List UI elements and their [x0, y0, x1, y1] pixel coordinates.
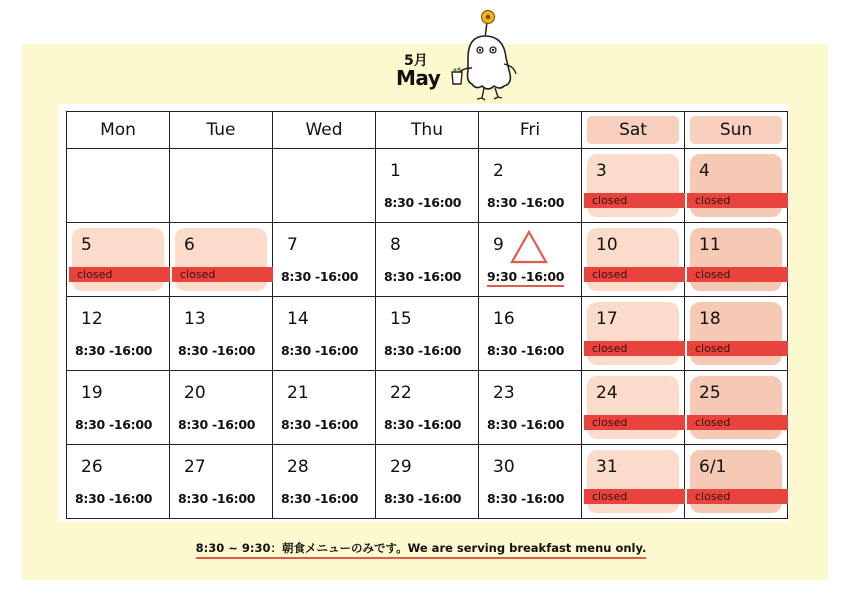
special-hours: 9:30 -16:00	[487, 269, 564, 287]
opening-hours: 8:30 -16:00	[487, 491, 565, 506]
triangle-icon	[509, 229, 549, 265]
closed-label: closed	[69, 267, 170, 282]
opening-hours: 8:30 -16:00	[384, 343, 462, 358]
opening-hours: 8:30 -16:00	[487, 195, 565, 210]
day-number: 30	[493, 457, 515, 477]
day-number: 2	[493, 161, 504, 181]
month-title: May	[396, 66, 441, 90]
opening-hours: 8:30 -16:00	[281, 343, 359, 358]
week-row	[67, 223, 788, 297]
opening-hours: 8:30 -16:00	[75, 491, 153, 506]
day-cell	[685, 149, 788, 223]
day-number: 17	[596, 309, 618, 329]
closed-label: closed	[687, 193, 788, 208]
day-number: 19	[81, 383, 103, 403]
opening-hours: 8:30 -16:00	[487, 417, 565, 432]
day-number: 26	[81, 457, 103, 477]
day-cell	[273, 371, 376, 445]
day-header-mon	[67, 112, 170, 149]
opening-hours: 8:30 -16:00	[384, 269, 462, 284]
opening-hours: 8:30 -16:00	[384, 195, 462, 210]
day-number: 12	[81, 309, 103, 329]
day-header-wed	[273, 112, 376, 149]
day-header-label: Sun	[719, 120, 753, 140]
week-row	[67, 371, 788, 445]
day-cell	[479, 297, 582, 371]
footer-note-text: 8:30 ~ 9:30：朝食メニューのみです。We are serving breakfast menu only.	[196, 541, 647, 559]
opening-hours: 8:30 -16:00	[487, 343, 565, 358]
day-cell	[582, 445, 685, 519]
day-cell	[67, 297, 170, 371]
day-number: 25	[699, 383, 721, 403]
day-number: 29	[390, 457, 412, 477]
day-header-tue	[170, 112, 273, 149]
day-number: 24	[596, 383, 618, 403]
closed-label: closed	[172, 267, 273, 282]
day-cell	[376, 297, 479, 371]
day-number: 1	[390, 161, 401, 181]
day-cell	[273, 297, 376, 371]
day-number: 9	[493, 235, 504, 255]
opening-hours: 8:30 -16:00	[281, 417, 359, 432]
calendar-grid	[66, 111, 788, 519]
day-cell	[170, 371, 273, 445]
day-number: 3	[596, 161, 607, 181]
opening-hours: 8:30 -16:00	[281, 269, 359, 284]
day-cell	[67, 223, 170, 297]
day-header-label: Wed	[305, 120, 343, 140]
day-number: 10	[596, 235, 618, 255]
closed-label: closed	[687, 415, 788, 430]
day-cell	[376, 223, 479, 297]
day-header-label: Thu	[411, 120, 443, 140]
day-cell	[170, 297, 273, 371]
day-header-fri	[479, 112, 582, 149]
day-header-label: Fri	[519, 120, 541, 140]
opening-hours: 8:30 -16:00	[384, 417, 462, 432]
month-jp: 5月	[404, 53, 428, 69]
day-cell	[582, 223, 685, 297]
day-cell	[685, 445, 788, 519]
week-row	[67, 297, 788, 371]
day-number: 4	[699, 161, 710, 181]
footer-note	[0, 540, 842, 556]
day-cell	[685, 371, 788, 445]
day-number: 7	[287, 235, 298, 255]
day-header-sat	[582, 112, 685, 149]
ghost-mascot-icon	[438, 8, 524, 104]
closed-label: closed	[584, 193, 685, 208]
day-number: 27	[184, 457, 206, 477]
closed-label: closed	[584, 489, 685, 504]
day-header-label: Sat	[619, 120, 647, 140]
day-cell	[479, 445, 582, 519]
calendar-header	[0, 0, 842, 105]
day-number: 20	[184, 383, 206, 403]
day-cell	[479, 149, 582, 223]
empty-day-cell	[67, 149, 170, 223]
opening-hours: 8:30 -16:00	[384, 491, 462, 506]
day-number: 6/1	[699, 457, 727, 477]
closed-label: closed	[584, 415, 685, 430]
day-cell	[582, 371, 685, 445]
week-row	[67, 445, 788, 519]
closed-label: closed	[687, 267, 788, 282]
empty-day-cell	[170, 149, 273, 223]
opening-hours: 8:30 -16:00	[178, 343, 256, 358]
day-cell	[376, 445, 479, 519]
calendar-sheet	[58, 104, 789, 522]
day-number: 5	[81, 235, 92, 255]
day-cell	[170, 223, 273, 297]
opening-hours: 8:30 -16:00	[178, 417, 256, 432]
day-number: 18	[699, 309, 721, 329]
day-cell	[170, 445, 273, 519]
day-number: 8	[390, 235, 401, 255]
day-cell	[273, 223, 376, 297]
day-number: 22	[390, 383, 412, 403]
opening-hours: 8:30 -16:00	[75, 343, 153, 358]
day-cell	[479, 371, 582, 445]
day-number: 28	[287, 457, 309, 477]
day-cell	[67, 445, 170, 519]
week-row	[67, 149, 788, 223]
day-cell	[582, 149, 685, 223]
day-number: 15	[390, 309, 412, 329]
day-cell	[685, 223, 788, 297]
day-header-label: Tue	[206, 120, 236, 140]
day-number: 14	[287, 309, 309, 329]
day-number: 21	[287, 383, 309, 403]
day-number: 6	[184, 235, 195, 255]
day-cell	[376, 149, 479, 223]
day-cell	[273, 445, 376, 519]
day-header-sun	[685, 112, 788, 149]
opening-hours: 8:30 -16:00	[75, 417, 153, 432]
closed-label: closed	[687, 341, 788, 356]
day-cell	[67, 371, 170, 445]
day-number: 13	[184, 309, 206, 329]
opening-hours: 8:30 -16:00	[281, 491, 359, 506]
day-header-thu	[376, 112, 479, 149]
empty-day-cell	[273, 149, 376, 223]
day-cell	[685, 297, 788, 371]
day-cell	[582, 297, 685, 371]
closed-label: closed	[584, 341, 685, 356]
day-cell	[479, 223, 582, 297]
day-header-label: Mon	[100, 120, 136, 140]
day-number: 16	[493, 309, 515, 329]
day-number: 11	[699, 235, 721, 255]
opening-hours: 8:30 -16:00	[178, 491, 256, 506]
day-number: 31	[596, 457, 618, 477]
closed-label: closed	[584, 267, 685, 282]
day-cell	[376, 371, 479, 445]
closed-label: closed	[687, 489, 788, 504]
day-number: 23	[493, 383, 515, 403]
